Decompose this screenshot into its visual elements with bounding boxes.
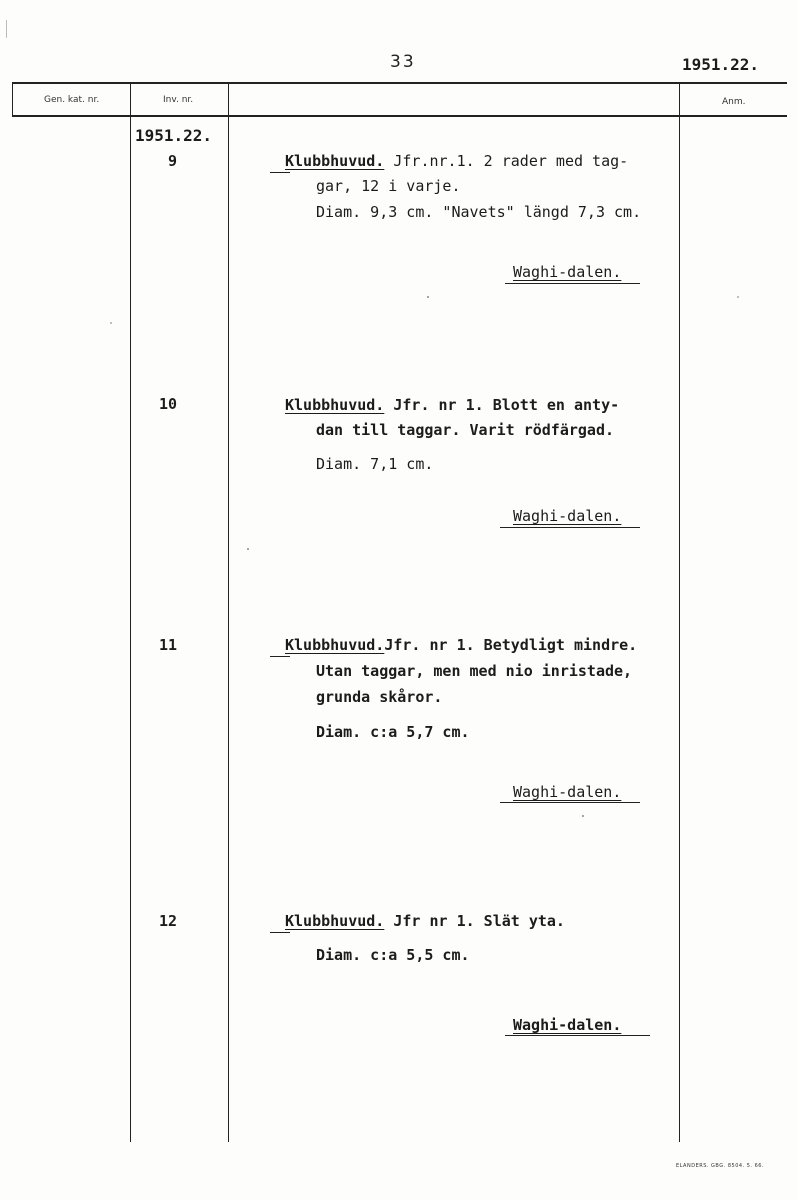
paper-speck — [737, 296, 739, 298]
entry-text: Jfr nr 1. Slät yta. — [393, 912, 565, 930]
inv-number: 12 — [159, 912, 178, 930]
entry-title: Klubbhuvud. — [285, 636, 385, 654]
locality-rule — [500, 802, 640, 803]
locality-rule — [505, 283, 640, 284]
entry-title: Klubbhuvud. — [285, 152, 385, 170]
entry-text: Jfr. nr 1. Betydligt mindre. — [384, 636, 638, 654]
paper-speck — [582, 815, 584, 817]
paper-speck — [247, 548, 249, 550]
column-rule-text-anm — [679, 82, 680, 1142]
entry-text: Utan taggar, men med nio inristade, — [316, 662, 633, 680]
printer-mark: ELANDERS. GBG. 8504. 5. 66. — [676, 1163, 765, 1169]
entry-text: grunda skåror. — [316, 688, 443, 706]
collection-label: 1951.22. — [135, 126, 213, 145]
entry-text: Diam. c:a 5,5 cm. — [316, 946, 470, 964]
entry-text: gar, 12 i varje. — [316, 177, 461, 195]
header-top-rule — [12, 82, 787, 84]
header-bottom-rule — [12, 115, 787, 117]
paper-mark — [6, 20, 7, 38]
entry-line — [285, 152, 628, 170]
entry-line — [285, 396, 619, 414]
column-rule-inv-text — [228, 82, 229, 1142]
locality-rule — [505, 1035, 650, 1036]
entry-text: Jfr. nr 1. Blott en anty- — [393, 396, 620, 414]
entry-title: Klubbhuvud. — [285, 396, 385, 414]
locality-rule — [500, 527, 640, 528]
locality: Waghi-dalen. — [513, 1016, 622, 1034]
column-header-anm: Anm. — [722, 97, 746, 107]
inv-number: 9 — [168, 152, 178, 170]
entry-title: Klubbhuvud. — [285, 912, 385, 930]
entry-text: dan till taggar. Varit rödfärgad. — [316, 421, 615, 439]
paper-speck — [427, 296, 429, 298]
column-header-gen-kat-nr: Gen. kat. nr. — [44, 95, 100, 105]
top-accession-number: 1951.22. — [682, 55, 760, 74]
underline-lead — [270, 656, 290, 657]
inv-number: 10 — [159, 395, 178, 413]
locality: Waghi-dalen. — [513, 783, 622, 801]
entry-line — [285, 636, 637, 654]
underline-lead — [270, 172, 290, 173]
locality: Waghi-dalen. — [513, 507, 622, 525]
entry-line — [285, 912, 565, 930]
entry-text: Diam. 7,1 cm. — [316, 455, 434, 473]
inv-number: 11 — [159, 636, 178, 654]
entry-text: Diam. c:a 5,7 cm. — [316, 723, 470, 741]
entry-text: Diam. 9,3 cm. "Navets" längd 7,3 cm. — [316, 203, 642, 221]
left-header-rule — [12, 82, 13, 116]
column-header-inv-nr: Inv. nr. — [163, 95, 194, 105]
page-number: 33 — [390, 52, 416, 72]
entry-text: Jfr.nr.1. 2 rader med tag- — [393, 152, 629, 170]
locality: Waghi-dalen. — [513, 263, 622, 281]
paper-speck — [110, 322, 112, 324]
column-rule-gen-inv — [130, 82, 131, 1142]
underline-lead — [270, 932, 290, 933]
